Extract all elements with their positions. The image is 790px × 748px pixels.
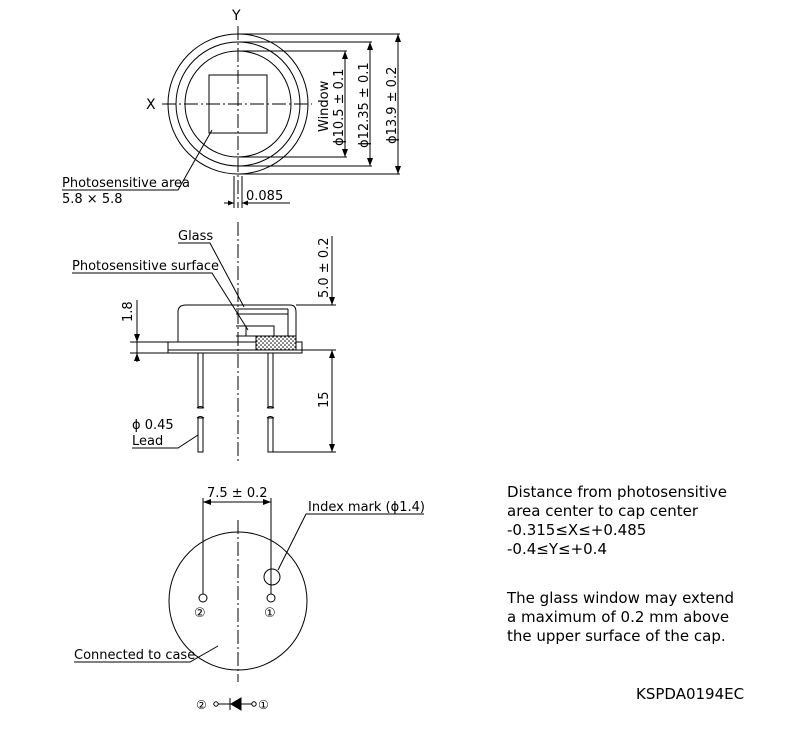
pin-2-label: ② [194,606,206,621]
symbol-pin-2: ② [196,698,207,712]
lead-diameter-label: ϕ 0.45 [132,418,174,433]
pin-2-hole [199,594,207,602]
sensor-chip [246,326,274,336]
symbol-pin-1: ① [258,698,269,712]
dim-height: 5.0 ± 0.2 [317,237,332,298]
index-mark-leader [278,514,424,570]
index-mark-label: Index mark (ϕ1.4) [308,500,425,515]
dim-inner: ϕ12.35 ± 0.1 [357,62,372,148]
glass-note [507,589,777,646]
dim-lead-length: 15 [317,391,332,408]
pin-1-hole [267,594,275,602]
pin-1-label: ① [264,606,276,621]
note-line: -0.315≤X≤+0.485 [507,521,647,539]
note-line: The glass window may extend [507,589,735,607]
dim-pitch: 7.5 ± 0.2 [207,486,268,501]
note-line: Distance from photosensitive [507,483,727,501]
lead-left [198,353,203,408]
window-label: Window [317,80,332,132]
drawing-code: KSPDA0194EC [636,685,745,703]
glass-label: Glass [178,229,214,244]
glass-leader [178,243,244,307]
index-mark [264,569,280,585]
lead-label: Lead [132,434,164,449]
sensor-base [256,336,296,350]
side-view [72,222,336,462]
axis-y-label: Y [232,8,241,24]
connected-to-case-label: Connected to case [74,648,196,663]
photosensitive-area-size: 5.8 × 5.8 [62,192,123,207]
offset-dim: 0.085 [246,189,284,204]
distance-note [507,483,777,559]
dim-window: ϕ10.5 ± 0.1 [332,68,347,146]
photosensitive-area-label: Photosensitive area [62,176,191,191]
surface-leader [72,273,248,330]
lead-right [268,353,273,408]
note-line: area center to cap center [507,502,699,520]
dim-outer: ϕ13.9 ± 0.2 [385,66,400,144]
dim-flange: 1.8 [121,301,136,322]
note-line: -0.4≤Y≤+0.4 [507,540,607,558]
diode-symbol [231,698,241,710]
note-line: the upper surface of the cap. [507,627,726,645]
note-line: a maximum of 0.2 mm above [507,608,730,626]
axis-x-label: X [146,97,156,113]
bottom-view [74,498,424,710]
photosensitive-surface-label: Photosensitive surface [72,259,220,274]
